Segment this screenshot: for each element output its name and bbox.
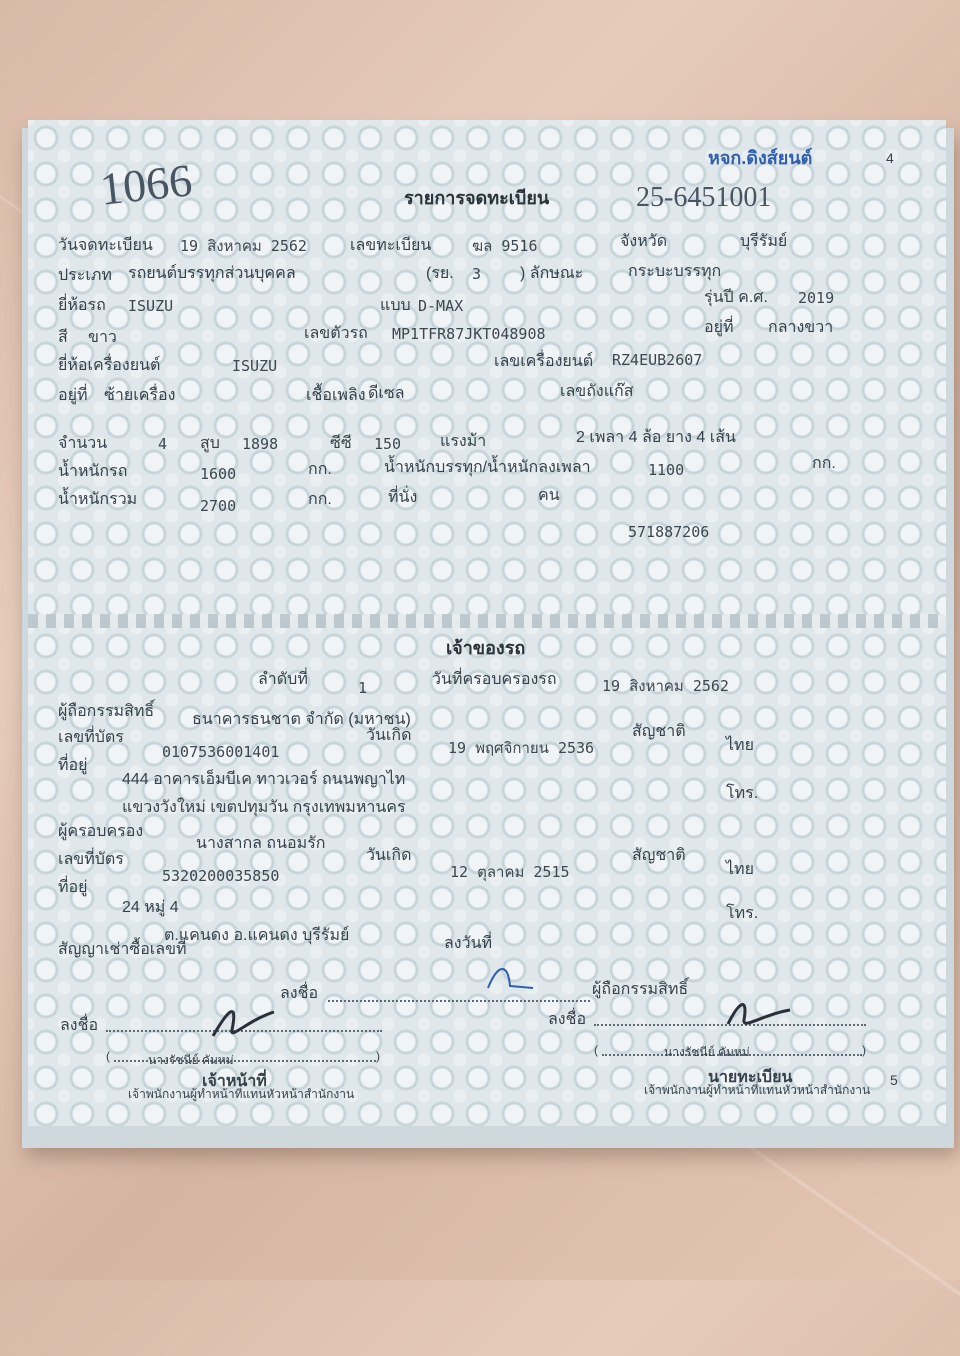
page-number: 5 [890, 1072, 898, 1088]
fuel-label: เชื้อเพลิง [306, 387, 366, 404]
load-value: 1100 [648, 461, 685, 479]
sign-right-label: ลงชื่อ [548, 1011, 587, 1028]
holder-birth-label: วันเกิด [366, 847, 412, 864]
count-label: จำนวน [58, 435, 108, 452]
date-scribble [478, 958, 538, 998]
total-value: 2700 [200, 497, 237, 515]
sign-owner-role: ผู้ถือกรรมสิทธิ์ [592, 981, 689, 998]
registration-page [28, 120, 946, 620]
contract-label: สัญญาเช่าซื้อเลขที่ [58, 941, 187, 958]
page-title: รายการจดทะเบียน [404, 188, 550, 208]
sign-right-paren: ( [594, 1043, 598, 1057]
engine-brand-label: ยี่ห้อเครื่องยนต์ [58, 357, 161, 374]
character-value: กระบะบรรทุก [628, 263, 722, 280]
type-value: รถยนต์บรรทุกส่วนบุคคล [128, 265, 296, 282]
province-label: จังหวัด [620, 233, 668, 250]
cc-value: 150 [374, 435, 402, 453]
owner-birth-label: วันเกิด [366, 727, 412, 744]
owner-id-value: 0107536001401 [162, 743, 280, 761]
sign-left-subtitle: เจ้าพนักงานผู้ทำหน้าที่แทนหัวหน้าสำนักงาน [128, 1087, 355, 1101]
engine-no-label: เลขเครื่องยนต์ [494, 353, 594, 370]
count-value: 4 [158, 435, 168, 453]
cyl-label: สูบ [200, 435, 220, 452]
reg-date-value: 19 สิงหาคม 2562 [180, 237, 307, 255]
kg-unit: กก. [308, 461, 332, 478]
year-label: รุ่นปี ค.ศ. [704, 289, 768, 306]
ry-value: 3 [472, 265, 482, 283]
engine-loc-label: อยู่ที่ [58, 387, 88, 404]
owner-birth-value: 19 พฤศจิกายน 2536 [448, 739, 595, 757]
year-value: 2019 [798, 289, 835, 307]
character-label: ) ลักษณะ [520, 265, 584, 282]
holder-label: ผู้ครอบครอง [58, 823, 144, 840]
holder-nat-label: สัญชาติ [632, 847, 686, 864]
cyl-value: 1898 [242, 435, 279, 453]
model-label: แบบ [380, 297, 411, 314]
engine-loc-value: ซ้ายเครื่อง [104, 387, 176, 404]
engine-no-value: RZ4EUB2607 [612, 351, 703, 369]
plate-label: เลขทะเบียน [350, 237, 432, 254]
serial-number: 571887206 [628, 523, 710, 541]
axle-value: 2 เพลา 4 ล้อ ยาง 4 เส้น [576, 429, 736, 446]
weight-value: 1600 [200, 465, 237, 483]
chassis-loc-label: อยู่ที่ [704, 319, 734, 336]
sign-left-label: ลงชื่อ [60, 1017, 99, 1034]
sign-left-paren: ) [376, 1049, 380, 1063]
gas-label: เลขถังแก๊ส [560, 383, 634, 400]
fuel-value: ดีเซล [368, 385, 405, 402]
owner-label: ผู้ถือกรรมสิทธิ์ [58, 703, 155, 720]
handwritten-number: 1066 [97, 154, 195, 215]
sign-right-paren: ) [862, 1043, 866, 1057]
chassis-loc-value: กลางขวา [768, 319, 834, 336]
holder-addr-line1: 24 หมู่ 4 [122, 899, 179, 916]
sign-left-paren: ( [106, 1049, 110, 1063]
engine-brand-value: ISUZU [232, 357, 278, 375]
owner-id-label: เลขที่บัตร [58, 729, 124, 746]
signature-line [328, 1000, 590, 1002]
holder-value: นางสากล ถนอมรัก [196, 835, 326, 852]
dealer-stamp: หจก.ดิงส์ยนต์ [708, 148, 813, 168]
possess-value: 19 สิงหาคม 2562 [602, 677, 729, 695]
holder-addr-line2: ต.แคนดง อ.แคนดง บุรีรัมย์ [164, 927, 350, 944]
type-label: ประเภท [58, 267, 112, 284]
holder-id-value: 5320200035850 [162, 867, 280, 885]
province-value: บุรีรัมย์ [740, 233, 788, 250]
sign-right-name: นางรัชนีย์ คัมหม่ [664, 1045, 750, 1059]
person-label: คน [538, 487, 560, 504]
brand-value: ISUZU [128, 297, 174, 315]
signature-mark [208, 1000, 278, 1044]
holder-addr-label: ที่อยู่ [58, 879, 88, 896]
cc-label: ซีซี [330, 435, 352, 452]
owner-addr-label: ที่อยู่ [58, 757, 88, 774]
owner-nat-value: ไทย [726, 737, 754, 754]
holder-nat-value: ไทย [726, 861, 754, 878]
total-label: น้ำหนักรวม [58, 491, 138, 508]
owner-nat-label: สัญชาติ [632, 723, 686, 740]
possess-label: วันที่ครอบครองรถ [432, 671, 557, 688]
ry-label: (รย. [426, 265, 454, 282]
page-number: 4 [886, 150, 894, 166]
holder-id-label: เลขที่บัตร [58, 851, 124, 868]
sign-owner-label: ลงชื่อ [280, 985, 319, 1002]
sign-right-subtitle: เจ้าพนักงานผู้ทำหน้าที่แทนหัวหน้าสำนักงาน [644, 1083, 871, 1097]
holder-birth-value: 12 ตุลาคม 2515 [450, 863, 570, 881]
owner-page [28, 628, 946, 1126]
owner-tel-label: โทร. [726, 785, 759, 802]
reg-date-label: วันจดทะเบียน [58, 237, 153, 254]
color-value: ขาว [88, 329, 117, 346]
sign-date-label: ลงวันที่ [444, 935, 493, 952]
brand-label: ยี่ห้อรถ [58, 297, 106, 314]
seat-label: ที่นั่ง [388, 489, 418, 506]
owner-addr-line2: แขวงวังใหม่ เขตปทุมวัน กรุงเทพมหานคร [122, 799, 406, 816]
owner-value: ธนาคารธนชาต จำกัด (มหาชน) [192, 711, 411, 728]
weight-label: น้ำหนักรถ [58, 463, 128, 480]
kg-unit: กก. [812, 455, 836, 472]
owner-addr-line1: 444 อาคารเอ็มบีเค ทาวเวอร์ ถนนพญาไท [122, 771, 406, 788]
kg-unit: กก. [308, 491, 332, 508]
page-title: เจ้าของรถ [446, 638, 526, 658]
chassis-value: MP1TFR87JKT048908 [392, 325, 546, 343]
load-label: น้ำหนักบรรทุก/น้ำหนักลงเพลา [384, 459, 591, 476]
color-label: สี [58, 329, 68, 346]
holder-tel-label: โทร. [726, 905, 759, 922]
sign-right-role: นายทะเบียน [708, 1069, 793, 1086]
handwritten-ref: 25-6451001 [636, 182, 772, 213]
plate-value: ฆล 9516 [472, 237, 538, 255]
sign-left-name: นางรัชนีย์ คัมหม่ [148, 1053, 234, 1067]
signature-mark [724, 994, 794, 1034]
sign-left-role: เจ้าหน้าที่ [202, 1073, 267, 1090]
seq-value: 1 [358, 679, 368, 697]
model-value: D-MAX [418, 297, 464, 315]
seq-label: ลำดับที่ [258, 671, 308, 688]
chassis-label: เลขตัวรถ [304, 325, 368, 342]
hp-label: แรงม้า [440, 433, 487, 450]
